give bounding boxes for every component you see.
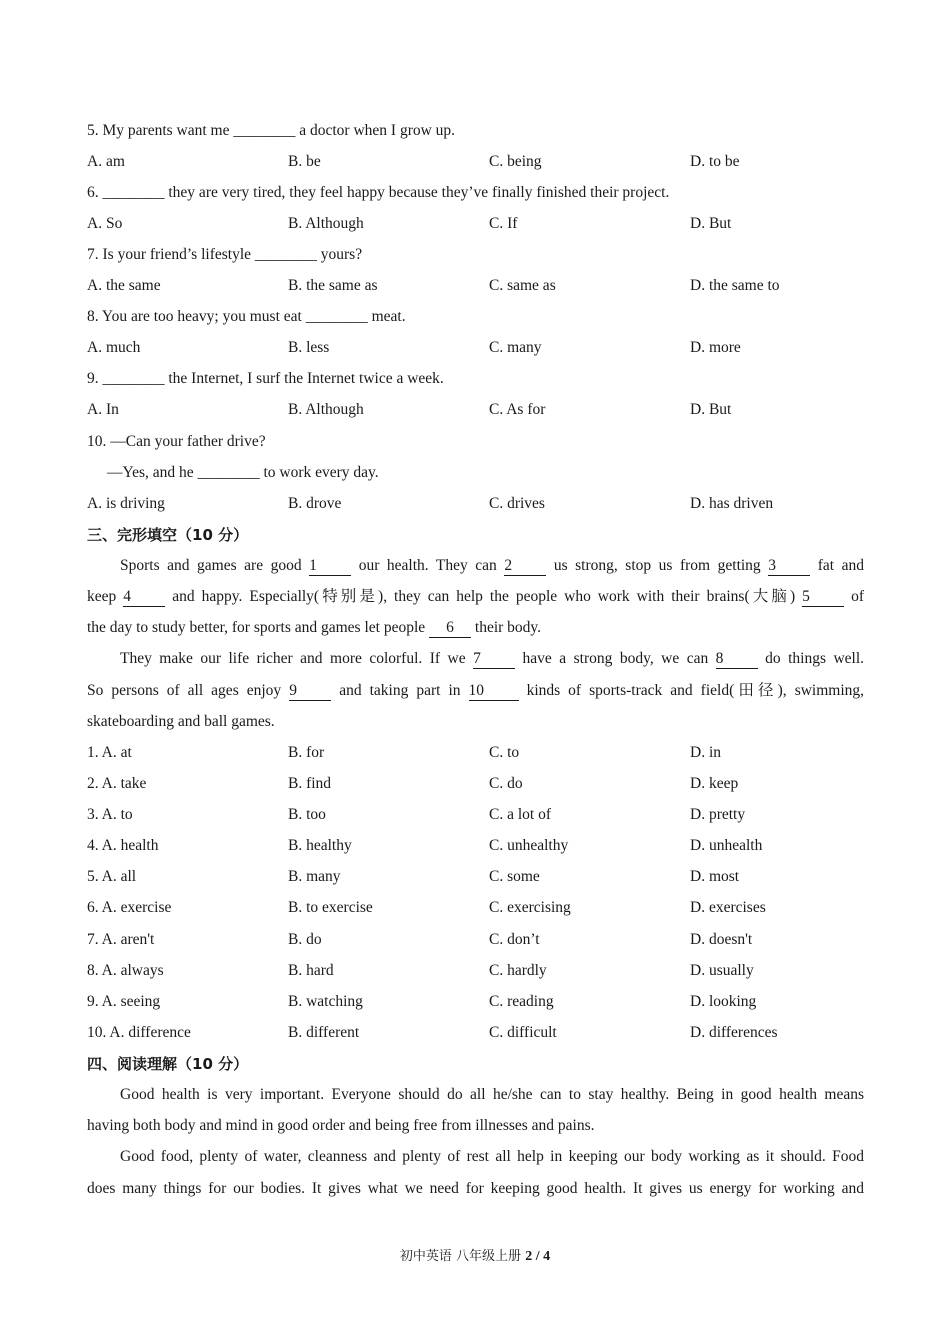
option-row: [87, 867, 867, 887]
option-row: [87, 961, 867, 981]
cloze-blank: 8: [716, 650, 758, 669]
cloze-line: [87, 681, 864, 701]
option: B. less: [288, 339, 330, 356]
text: of: [851, 588, 865, 605]
option: B. too: [288, 806, 326, 823]
option-row: [87, 774, 867, 794]
cloze-blank: 5: [802, 588, 844, 607]
text: do things well.: [765, 650, 865, 667]
reading-line: having both body and mind in good order and being free from illnesses and pains.: [87, 1117, 595, 1134]
option: C. a lot of: [489, 806, 551, 823]
question-stem: 9. ________ the Internet, I surf the Internet twice a week.: [87, 370, 444, 387]
option: D. more: [690, 339, 741, 356]
text: us strong, stop us from getting: [553, 557, 761, 574]
option: D. exercises: [690, 899, 766, 916]
reading-line: Good health is very important. Everyone should do all he/she can to stay healthy. Being in good health means: [120, 1086, 864, 1103]
option: 2. A. take: [87, 775, 147, 792]
text: Sports and games are good: [120, 557, 302, 574]
option-row: [87, 214, 867, 234]
option: A. So: [87, 215, 123, 232]
option: B. healthy: [288, 837, 352, 854]
cloze-line: [87, 556, 864, 576]
option-row: [87, 743, 867, 763]
cloze-line: skateboarding and ball games.: [87, 713, 275, 730]
option: B. hard: [288, 962, 334, 979]
option-row: [87, 836, 867, 856]
option: B. be: [288, 153, 321, 170]
option: C. same as: [489, 277, 556, 294]
cloze-blank: 9: [289, 682, 331, 701]
option: A. is driving: [87, 495, 165, 512]
option: D. unhealth: [690, 837, 763, 854]
option: B. the same as: [288, 277, 378, 294]
option: C. unhealthy: [489, 837, 569, 854]
text: have a strong body, we can: [522, 650, 709, 667]
text: kinds of sports-track and field(田径), swimming,: [526, 682, 865, 699]
option: C. do: [489, 775, 523, 792]
option: C. difficult: [489, 1024, 557, 1041]
cloze-line: [87, 649, 864, 669]
option: D. the same to: [690, 277, 780, 294]
option: 9. A. seeing: [87, 993, 161, 1010]
option: B. drove: [288, 495, 342, 512]
option: B. Although: [288, 215, 364, 232]
option: 4. A. health: [87, 837, 159, 854]
option: 3. A. to: [87, 806, 133, 823]
option-row: [87, 400, 867, 420]
option-row: [87, 152, 867, 172]
option: B. different: [288, 1024, 360, 1041]
reading-line: Good food, plenty of water, cleanness and plenty of rest all help in keeping our body working as it should. Food: [120, 1148, 864, 1165]
option: D. But: [690, 401, 732, 418]
cloze-blank: 7: [473, 650, 515, 669]
option: D. looking: [690, 993, 757, 1010]
option: C. exercising: [489, 899, 571, 916]
option: B. for: [288, 744, 325, 761]
text: and happy. Especially(特别是), they can help the people who work with their brains(大脑): [172, 588, 796, 605]
text: They make our life richer and more colorful. If we: [120, 650, 466, 667]
option: 8. A. always: [87, 962, 164, 979]
text: So persons of all ages enjoy: [87, 682, 282, 699]
option-row: [87, 1023, 867, 1043]
section-heading: 四、阅读理解（10 分）: [87, 1055, 249, 1073]
option: C. reading: [489, 993, 554, 1010]
question-stem: 6. ________ they are very tired, they feel happy because they’ve finally finished their project.: [87, 184, 670, 201]
option: C. don’t: [489, 931, 540, 948]
option: C. As for: [489, 401, 546, 418]
option: A. In: [87, 401, 119, 418]
option: A. much: [87, 339, 141, 356]
cloze-blank: 6: [429, 619, 471, 638]
text: fat and: [817, 557, 865, 574]
option: C. hardly: [489, 962, 547, 979]
question-stem: 8. You are too heavy; you must eat ________ meat.: [87, 308, 406, 325]
question-stem: 7. Is your friend’s lifestyle ________ yours?: [87, 246, 363, 263]
text: keep: [87, 588, 117, 605]
option: 10. A. difference: [87, 1024, 191, 1041]
option: 5. A. all: [87, 868, 137, 885]
page-number: 2 / 4: [525, 1249, 551, 1264]
option: D. has driven: [690, 495, 774, 512]
option-row: [87, 338, 867, 358]
option: B. watching: [288, 993, 363, 1010]
cloze-blank: 2: [504, 557, 546, 576]
option: C. being: [489, 153, 542, 170]
cloze-line: [87, 587, 864, 607]
option: D. pretty: [690, 806, 746, 823]
option: A. the same: [87, 277, 161, 294]
option: C. to: [489, 744, 520, 761]
option: D. differences: [690, 1024, 778, 1041]
option: B. Although: [288, 401, 364, 418]
option: C. drives: [489, 495, 545, 512]
option-row: [87, 494, 867, 514]
cloze-blank: 1: [309, 557, 351, 576]
option: A. am: [87, 153, 125, 170]
option: D. to be: [690, 153, 740, 170]
option: B. do: [288, 931, 322, 948]
option-row: [87, 992, 867, 1012]
option-row: [87, 930, 867, 950]
page-footer: [0, 1245, 950, 1265]
question-stem: 5. My parents want me ________ a doctor when I grow up.: [87, 122, 456, 139]
option: C. some: [489, 868, 540, 885]
option: C. many: [489, 339, 542, 356]
option: 6. A. exercise: [87, 899, 172, 916]
cloze-blank: 3: [768, 557, 810, 576]
cloze-line: [87, 618, 541, 638]
cloze-blank: 4: [123, 588, 165, 607]
option: D. keep: [690, 775, 739, 792]
cloze-blank: 10: [469, 682, 519, 701]
text: their body.: [474, 619, 542, 636]
text: and taking part in: [339, 682, 461, 699]
reading-line: does many things for our bodies. It gives what we need for keeping good health. It gives us energy for working and: [87, 1180, 864, 1197]
option-row: [87, 276, 867, 296]
question-stem-reply: —Yes, and he ________ to work every day.: [107, 464, 379, 481]
option: D. most: [690, 868, 740, 885]
option: C. If: [489, 215, 518, 232]
option: 7. A. aren't: [87, 931, 155, 948]
text: our health. They can: [358, 557, 497, 574]
footer-subject: 初中英语 八年级上册: [399, 1249, 526, 1264]
option-row: [87, 898, 867, 918]
option: B. find: [288, 775, 332, 792]
option-row: [87, 805, 867, 825]
option: D. doesn't: [690, 931, 753, 948]
option: D. But: [690, 215, 732, 232]
option: B. many: [288, 868, 341, 885]
option: D. usually: [690, 962, 754, 979]
text: the day to study better, for sports and games let people: [87, 619, 426, 636]
question-stem: 10. —Can your father drive?: [87, 433, 266, 450]
option: 1. A. at: [87, 744, 132, 761]
section-heading: 三、完形填空（10 分）: [87, 526, 249, 544]
option: D. in: [690, 744, 721, 761]
option: B. to exercise: [288, 899, 373, 916]
